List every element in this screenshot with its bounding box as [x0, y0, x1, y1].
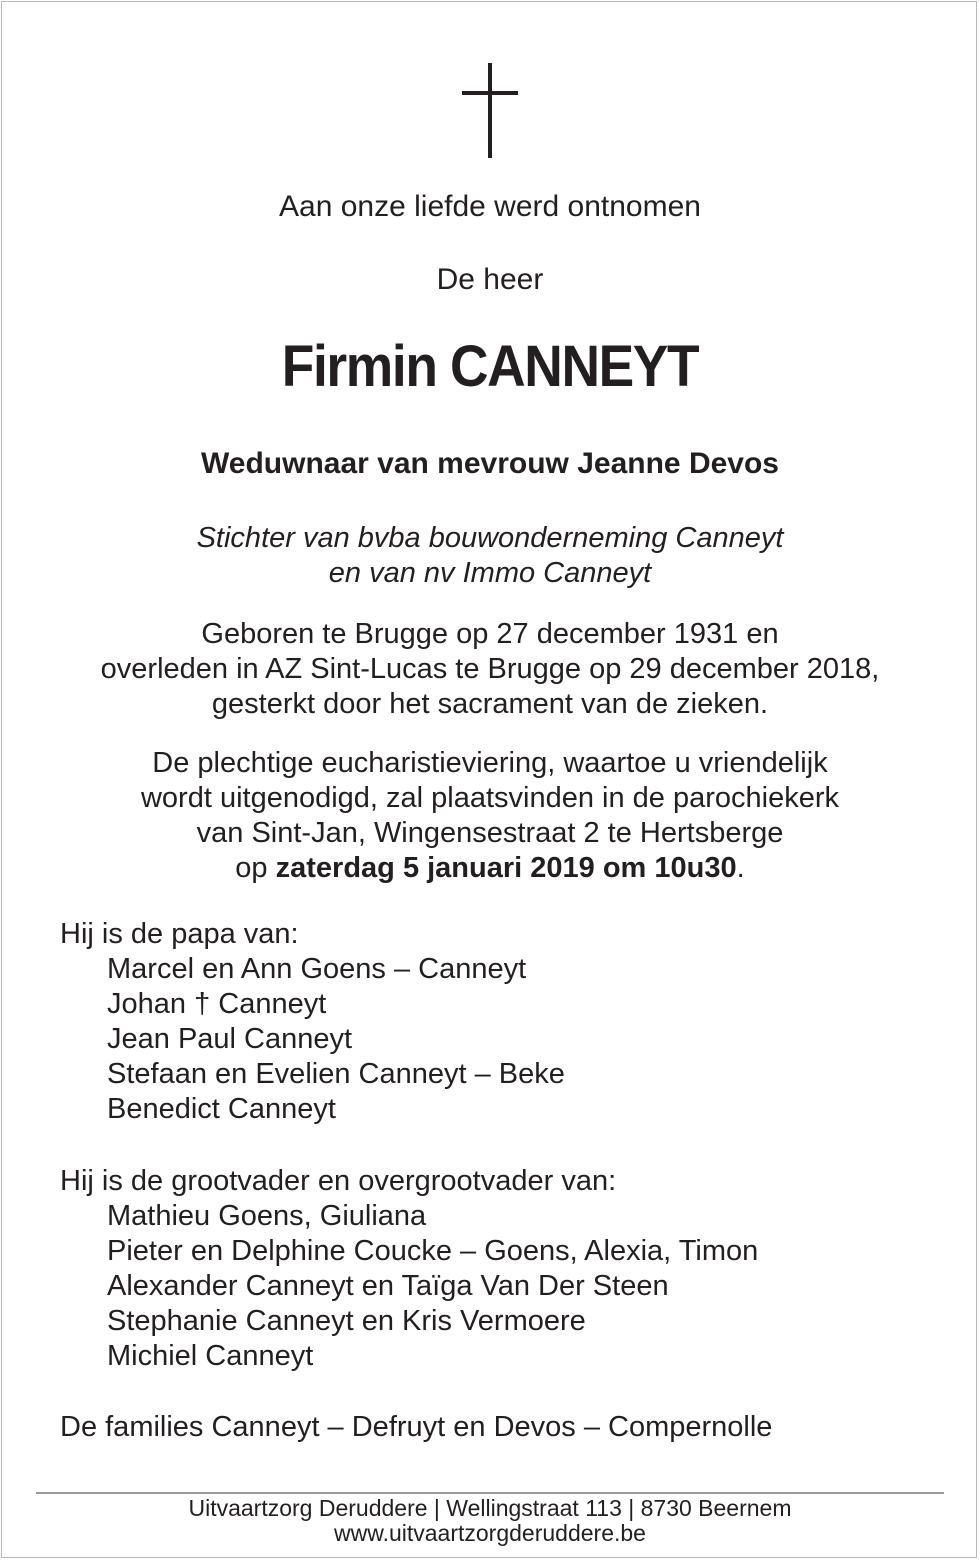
- children-heading: Hij is de papa van:: [60, 918, 299, 950]
- list-item: Pieter en Delphine Coucke – Goens, Alexia, Timon: [107, 1235, 759, 1267]
- ceremony-date-prefix: op: [235, 852, 276, 884]
- ceremony-date-suffix: .: [736, 852, 745, 884]
- founder-line-2: en van nv Immo Canneyt: [328, 557, 652, 589]
- birth-death-line-1: Geboren te Brugge op 27 december 1931 en: [201, 618, 779, 650]
- salutation: De heer: [436, 263, 544, 296]
- footer-website-link[interactable]: www.uitvaartzorgderuddere.be: [334, 1520, 646, 1546]
- list-item: Michiel Canneyt: [107, 1340, 314, 1372]
- list-item: Stefaan en Evelien Canneyt – Beke: [107, 1058, 565, 1090]
- cross-icon: [460, 63, 520, 158]
- deceased-name: Firmin CANNEYT: [281, 334, 699, 399]
- birth-death-line-3: gesterkt door het sacrament van de zieken.: [211, 688, 769, 720]
- ceremony-date: zaterdag 5 januari 2019 om 10u30: [275, 852, 737, 884]
- grandchildren-heading: Hij is de grootvader en overgrootvader van:: [60, 1165, 617, 1197]
- founder-line-1: Stichter van bvba bouwonderneming Canneyt: [196, 522, 784, 554]
- list-item: Jean Paul Canneyt: [107, 1023, 353, 1055]
- ceremony-line-2: wordt uitgenodigd, zal plaatsvinden in de parochiekerk: [140, 782, 840, 814]
- list-item: Alexander Canneyt en Taïga Van Der Steen: [107, 1270, 669, 1302]
- intro-text: Aan onze liefde werd ontnomen: [279, 190, 701, 223]
- footer-divider: [36, 1492, 944, 1494]
- ceremony-line-1: De plechtige eucharistieviering, waartoe u vriendelijk: [152, 747, 828, 779]
- ceremony-date-line: [0, 851, 980, 886]
- spouse-line: Weduwnaar van mevrouw Jeanne Devos: [201, 447, 779, 480]
- ceremony-line-3: van Sint-Jan, Wingensestraat 2 te Hertsberge: [196, 817, 784, 849]
- families-line: De families Canneyt – Defruyt en Devos – Compernolle: [60, 1411, 773, 1443]
- birth-death-line-2: overleden in AZ Sint-Lucas te Brugge op 29 december 2018,: [100, 653, 880, 685]
- list-item: Benedict Canneyt: [107, 1093, 336, 1125]
- list-item: Marcel en Ann Goens – Canneyt: [107, 953, 527, 985]
- list-item: Stephanie Canneyt en Kris Vermoere: [107, 1305, 586, 1337]
- list-item: Mathieu Goens, Giuliana: [107, 1200, 427, 1232]
- footer-address: Uitvaartzorg Deruddere | Wellingstraat 113 | 8730 Beernem: [188, 1495, 792, 1521]
- list-item: Johan † Canneyt: [107, 988, 327, 1020]
